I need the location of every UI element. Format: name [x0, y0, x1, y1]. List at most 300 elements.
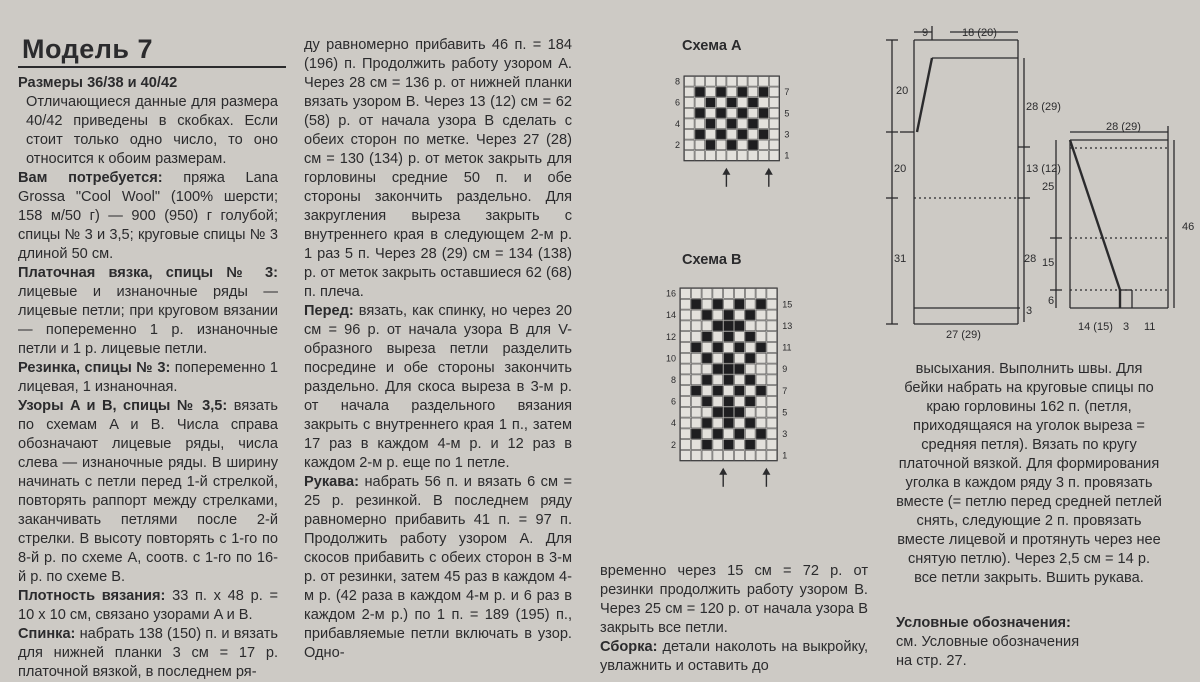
knit-cell: [716, 151, 726, 161]
row-number-right: 3: [784, 129, 790, 140]
sleeve-left-mid-label: 15: [1042, 257, 1055, 269]
body-top-left-label: 9: [922, 27, 929, 39]
purl-cell: [706, 119, 716, 129]
knit-cell: [748, 77, 758, 87]
knit-cell: [691, 451, 701, 461]
front-paragraph: [304, 302, 572, 473]
purl-cell: [695, 87, 705, 97]
knit-cell: [735, 375, 745, 385]
knit-cell: [713, 418, 723, 428]
purl-cell: [748, 119, 758, 129]
knit-cell: [769, 87, 779, 97]
knit-cell: [767, 343, 777, 353]
purl-cell: [713, 429, 723, 439]
knit-cell: [745, 407, 755, 417]
knit-cell: [738, 77, 748, 87]
purl-cell: [724, 440, 734, 450]
row-number-left: 2: [670, 439, 676, 450]
row-number-left: 14: [665, 310, 676, 321]
rib-label: Резинка, спицы № 3:: [18, 360, 171, 376]
purl-cell: [702, 397, 712, 407]
scheme-a-title: Схема A: [682, 38, 742, 54]
knit-cell: [735, 332, 745, 342]
knit-cell: [681, 375, 691, 385]
row-number-right: 5: [782, 407, 788, 418]
knit-cell: [702, 343, 712, 353]
purl-cell: [702, 440, 712, 450]
materials-text: пряжа Lana Grossa "Cool Wool" (100% шерсти; 158 м/50 г) — 900 (950) г голубой; спицы № 3 и 3,5; круговые спицы № 3 длиной 50 см.: [18, 170, 278, 262]
arrow-head: [762, 468, 770, 475]
purl-cell: [695, 108, 705, 118]
body-top-width-label: 18 (20): [962, 27, 997, 39]
knit-cell: [727, 87, 737, 97]
knit-cell: [691, 321, 701, 331]
assembly-text: детали наколоть на выкройку, увлажнить и оставить до: [600, 639, 868, 674]
knit-cell: [702, 429, 712, 439]
knit-cell: [681, 397, 691, 407]
knit-cell: [745, 429, 755, 439]
title-rule: [18, 66, 286, 68]
knit-cell: [713, 375, 723, 385]
row-number-right: 15: [782, 299, 793, 310]
knit-cell: [724, 343, 734, 353]
purl-cell: [759, 130, 769, 140]
row-number-right: 9: [782, 364, 788, 375]
purl-cell: [713, 321, 723, 331]
row-number-left: 8: [674, 76, 680, 87]
knit-cell: [738, 98, 748, 108]
knit-cell: [767, 321, 777, 331]
sleeve-total-h-label: 46: [1182, 221, 1195, 233]
knit-cell: [685, 98, 695, 108]
purl-cell: [702, 418, 712, 428]
scheme-b-title: Схема B: [682, 252, 742, 268]
density-text: 33 п. х 48 р. = 10 х 10 см, связано узорами A и B.: [18, 588, 278, 623]
purl-cell: [735, 364, 745, 374]
purl-cell: [738, 108, 748, 118]
knit-cell: [681, 321, 691, 331]
knit-cell: [681, 343, 691, 353]
purl-cell: [702, 310, 712, 320]
knit-cell: [745, 289, 755, 299]
knit-cell: [735, 397, 745, 407]
row-number-right: 13: [782, 321, 793, 332]
sleeve-bottom-a-label: 14 (15): [1078, 321, 1113, 333]
arrow-head: [722, 168, 730, 175]
body-bottom-width-label: 27 (29): [946, 329, 981, 341]
knit-cell: [716, 119, 726, 129]
purl-cell: [735, 299, 745, 309]
body-left-lower-label: 31: [894, 253, 907, 265]
density-label: Плотность вязания:: [18, 588, 166, 604]
knit-cell: [695, 140, 705, 150]
purl-cell: [713, 299, 723, 309]
purl-cell: [724, 397, 734, 407]
knit-cell: [756, 321, 766, 331]
purl-cell: [735, 407, 745, 417]
purl-cell: [727, 98, 737, 108]
knit-cell: [702, 299, 712, 309]
sleeve-bottom-c-label: 11: [1144, 321, 1156, 333]
row-number-right: 7: [784, 87, 790, 98]
garter-label: Платочная вязка, спицы № 3:: [18, 265, 278, 281]
body-upper-label: 20: [894, 163, 907, 175]
knit-cell: [685, 77, 695, 87]
purl-cell: [716, 130, 726, 140]
knit-cell: [745, 364, 755, 374]
purl-cell: [745, 418, 755, 428]
knit-cell: [756, 440, 766, 450]
purl-cell: [756, 299, 766, 309]
knit-cell: [691, 353, 701, 363]
knit-cell: [691, 310, 701, 320]
knit-cell: [735, 440, 745, 450]
knit-cell: [706, 87, 716, 97]
body-right-upper-label: 28 (29): [1026, 101, 1061, 113]
knit-cell: [767, 429, 777, 439]
knit-cell: [759, 140, 769, 150]
knit-cell: [769, 77, 779, 87]
knit-cell: [681, 418, 691, 428]
knit-cell: [735, 289, 745, 299]
knit-cell: [745, 451, 755, 461]
purl-cell: [745, 332, 755, 342]
patterns-label: Узоры A и B, спицы № 3,5:: [18, 398, 228, 414]
purl-cell: [691, 429, 701, 439]
assembly-paragraph: [600, 638, 868, 676]
knit-cell: [681, 289, 691, 299]
purl-cell: [724, 364, 734, 374]
rib-text: попеременно 1 лицевая, 1 изнаночная.: [18, 360, 278, 395]
knit-cell: [767, 310, 777, 320]
purl-cell: [695, 130, 705, 140]
knit-cell: [745, 343, 755, 353]
purl-cell: [724, 310, 734, 320]
knit-cell: [724, 451, 734, 461]
purl-cell: [727, 140, 737, 150]
knit-cell: [691, 364, 701, 374]
knit-cell: [691, 289, 701, 299]
knit-cell: [716, 98, 726, 108]
purl-cell: [702, 332, 712, 342]
row-number-left: 6: [670, 396, 676, 407]
knit-cell: [756, 332, 766, 342]
knit-cell: [767, 386, 777, 396]
purl-cell: [724, 407, 734, 417]
sleeve-schematic: [1040, 118, 1200, 340]
knit-cell: [681, 299, 691, 309]
knit-cell: [685, 140, 695, 150]
knit-cell: [756, 310, 766, 320]
knit-cell: [702, 321, 712, 331]
knit-cell: [691, 418, 701, 428]
knit-cell: [767, 440, 777, 450]
purl-cell: [716, 87, 726, 97]
knit-cell: [769, 108, 779, 118]
arrow-head: [765, 168, 773, 175]
model-title: Модель 7: [22, 34, 154, 64]
row-number-left: 4: [674, 118, 680, 129]
assembly-label: Сборка:: [600, 639, 658, 655]
sizes-note: Отличающиеся данные для размера 40/42 приведены в скобках. Если стоит только одно число, то оно относится к обоим размерам.: [26, 94, 278, 167]
materials-label: Вам потребуется:: [18, 170, 163, 186]
column-2: [304, 36, 572, 663]
purl-cell: [756, 343, 766, 353]
knit-cell: [685, 108, 695, 118]
knit-cell: [756, 353, 766, 363]
row-number-left: 8: [670, 375, 676, 386]
knit-cell: [706, 151, 716, 161]
knit-cell: [767, 353, 777, 363]
knit-cell: [759, 98, 769, 108]
knit-cell: [727, 151, 737, 161]
knit-cell: [738, 151, 748, 161]
garter-text: лицевые и изнаночные ряды — лицевые петли; при круговом вязании — попеременно 1 р. изнаночные петли и 1 р. лицевые петли.: [18, 284, 278, 357]
row-number-right: 1: [784, 150, 790, 161]
knit-cell: [695, 151, 705, 161]
knit-cell: [681, 332, 691, 342]
purl-cell: [727, 119, 737, 129]
purl-cell: [724, 353, 734, 363]
knit-cell: [748, 108, 758, 118]
row-number-right: 3: [782, 429, 788, 440]
sleeve-label: Рукава:: [304, 474, 360, 490]
rib-paragraph: [18, 359, 278, 397]
assembly-continued: высыхания. Выполнить швы. Для бейки набрать на круговые спицы по краю горловины 162 п. (петля, приходящаяся на уголок выреза = средняя петля). Вязать по кругу платочной вязкой. Для формирования уголка в каждом ряду 3 п. провязать вместе (= петлю перед средней петлей снять, следующие 2 п. провязать вместе лицевой и протянуть через нее снятую петлю). Через 2,5 см = 14 р. все петли закрыть. Вшить рукава.: [896, 361, 1162, 586]
knit-cell: [745, 299, 755, 309]
knit-cell: [716, 77, 726, 87]
knit-cell: [767, 451, 777, 461]
knit-cell: [767, 397, 777, 407]
knit-cell: [748, 130, 758, 140]
knit-cell: [759, 77, 769, 87]
purl-cell: [691, 343, 701, 353]
knit-cell: [756, 407, 766, 417]
purl-cell: [748, 140, 758, 150]
sleeve-left-lower-label: 6: [1048, 295, 1055, 307]
garter-paragraph: [18, 264, 278, 359]
knit-cell: [702, 364, 712, 374]
knit-cell: [681, 364, 691, 374]
knit-cell: [685, 87, 695, 97]
knit-cell: [724, 429, 734, 439]
purl-cell: [745, 375, 755, 385]
legend-text: см. Условные обозначения на стр. 27.: [896, 634, 1080, 669]
knit-cell: [767, 364, 777, 374]
knit-cell: [769, 130, 779, 140]
knit-cell: [713, 397, 723, 407]
knit-cell: [727, 108, 737, 118]
materials-paragraph: [18, 169, 278, 264]
knit-cell: [767, 299, 777, 309]
knit-cell: [713, 440, 723, 450]
knit-cell: [735, 451, 745, 461]
legend-title: Условные обозначения:: [896, 615, 1071, 631]
knit-cell: [706, 130, 716, 140]
front-text: вязать, как спинку, но через 20 см = 96 р. от начала узора B для V-образного выреза петли разделить посредине и обе стороны закончить раздельно. Для скоса выреза в 3-м р. от начала раздельного вязания закрыть с внутреннего края 1 п., затем 17 раз в каждом 4-м р. и 12 раз в каждом 2-м р. еще по 1 петле.: [304, 303, 572, 471]
knit-cell: [756, 364, 766, 374]
knit-cell: [691, 407, 701, 417]
purl-cell: [706, 140, 716, 150]
purl-cell: [735, 321, 745, 331]
knit-cell: [756, 418, 766, 428]
knit-cell: [681, 440, 691, 450]
knit-cell: [769, 151, 779, 161]
knit-cell: [724, 299, 734, 309]
knit-cell: [681, 429, 691, 439]
knit-cell: [738, 119, 748, 129]
column-1: [18, 34, 278, 682]
arrow-head: [719, 468, 727, 475]
sleeve-top-width-label: 28 (29): [1106, 121, 1141, 133]
row-number-left: 16: [665, 288, 676, 299]
purl-cell: [756, 386, 766, 396]
row-number-left: 6: [674, 97, 680, 108]
knit-cell: [713, 451, 723, 461]
purl-cell: [691, 386, 701, 396]
knit-cell: [691, 375, 701, 385]
knit-cell: [756, 375, 766, 385]
knit-cell: [681, 386, 691, 396]
column-3: [600, 562, 868, 676]
knit-cell: [702, 386, 712, 396]
knit-cell: [713, 353, 723, 363]
knit-cell: [695, 119, 705, 129]
purl-cell: [738, 130, 748, 140]
purl-cell: [702, 375, 712, 385]
knit-cell: [724, 289, 734, 299]
knit-cell: [713, 310, 723, 320]
purl-cell: [716, 108, 726, 118]
sizes-heading: Размеры 36/38 и 40/42: [18, 75, 178, 91]
knit-cell: [759, 119, 769, 129]
knit-cell: [727, 130, 737, 140]
knit-cell: [702, 289, 712, 299]
knit-cell: [691, 332, 701, 342]
knit-cell: [695, 77, 705, 87]
purl-cell: [724, 418, 734, 428]
knit-cell: [706, 77, 716, 87]
sleeve-text: набрать 56 п. и вязать 6 см = 25 р. резинкой. В последнем ряду равномерно прибавить 41 п. = 97 п. Продолжить работу узором A. Для скосов прибавить с обеих сторон в 3-м р. от резинки, затем 45 раз в каждом 4-м р. (42 раза в каждом 4-м р. и 6 раз в каждом 2-м р.) по 1 п. = 189 (195) п., прибавляемые петли включать в узор. Одно-: [304, 474, 572, 661]
purl-cell: [713, 343, 723, 353]
knit-cell: [767, 375, 777, 385]
knit-cell: [769, 119, 779, 129]
knit-cell: [735, 310, 745, 320]
knit-cell: [767, 289, 777, 299]
purl-cell: [745, 440, 755, 450]
purl-cell: [724, 332, 734, 342]
knit-cell: [756, 397, 766, 407]
knit-cell: [681, 451, 691, 461]
purl-cell: [724, 375, 734, 385]
knit-cell: [681, 407, 691, 417]
purl-cell: [702, 353, 712, 363]
knit-cell: [695, 98, 705, 108]
purl-cell: [759, 108, 769, 118]
knit-cell: [685, 119, 695, 129]
purl-cell: [735, 429, 745, 439]
knit-cell: [702, 451, 712, 461]
knit-cell: [681, 310, 691, 320]
column-4: [896, 360, 1162, 671]
knit-cell: [748, 87, 758, 97]
scheme-b-chart: [660, 284, 800, 524]
knit-cell: [735, 418, 745, 428]
scheme-a-chart: [668, 72, 798, 217]
patterns-paragraph: [18, 397, 278, 587]
purl-cell: [745, 310, 755, 320]
purl-cell: [735, 386, 745, 396]
purl-cell: [724, 321, 734, 331]
purl-cell: [745, 353, 755, 363]
purl-cell: [713, 407, 723, 417]
knit-cell: [735, 353, 745, 363]
purl-cell: [738, 87, 748, 97]
row-number-left: 10: [665, 353, 676, 364]
row-number-left: 2: [674, 140, 680, 151]
back-continued: ду равномерно прибавить 46 п. = 184 (196) п. Продолжить работу узором A. Через 28 см = 136 р. от нижней планки вязать узором B. Через 13 (12) см = 62 (58) р. от начала узора B сделать с обеих сторон по метке. Через 27 (28) см = 130 (134) р. от меток закрыть для горловины средние 50 п. и обе стороны закончить раздельно. Для закругления выреза закрыть с внутреннего края в следующем 2-м р. 1 раз 5 п. Через 28 (29) см = 134 (138) р. от меток закрыть оставшиеся 62 (68) п. плеча.: [304, 37, 572, 300]
knit-cell: [713, 332, 723, 342]
purl-cell: [713, 364, 723, 374]
sleeve-paragraph: [304, 473, 572, 663]
body-right-mid-label: 13 (12): [1026, 163, 1061, 175]
purl-cell: [735, 343, 745, 353]
knit-cell: [738, 140, 748, 150]
knit-cell: [685, 151, 695, 161]
knit-cell: [713, 289, 723, 299]
knit-cell: [756, 451, 766, 461]
row-number-left: 12: [665, 331, 676, 342]
knit-cell: [681, 353, 691, 363]
knit-cell: [745, 321, 755, 331]
knit-cell: [691, 440, 701, 450]
row-number-left: 4: [670, 418, 676, 429]
front-label: Перед:: [304, 303, 354, 319]
back-paragraph: [18, 625, 278, 682]
purl-cell: [759, 87, 769, 97]
sleeve-left-upper-label: 25: [1042, 181, 1055, 193]
sleeve-continued: временно через 15 см = 72 р. от резинки продолжить работу узором B. Через 25 см = 120 р. от начала узора B закрыть все петли.: [600, 563, 868, 636]
knit-cell: [745, 386, 755, 396]
row-number-right: 1: [782, 450, 788, 461]
knit-cell: [691, 397, 701, 407]
knit-cell: [727, 77, 737, 87]
knit-cell: [748, 151, 758, 161]
purl-cell: [748, 98, 758, 108]
knit-cell: [756, 289, 766, 299]
density-paragraph: [18, 587, 278, 625]
back-text: набрать 138 (150) п. и вязать для нижней планки 3 см = 17 р. платочной вязкой, в последнем ря-: [18, 626, 278, 680]
body-bottom-h-label: 3: [1026, 305, 1033, 317]
purl-cell: [713, 386, 723, 396]
row-number-right: 7: [782, 385, 788, 396]
knit-cell: [769, 140, 779, 150]
patterns-text: вязать по схемам A и B. Числа справа обозначают лицевые ряды, числа слева — изнаночные ряды. В ширину начинать с петли перед 1-й стрелкой, повторять раппорт между стрелками, заканчивать петлями после 2-й стрелки. В высоту повторять с 1-го по 8-й р. по схеме A, соотв. с 1-го по 16-й р. по схеме B.: [18, 398, 278, 585]
knit-cell: [685, 130, 695, 140]
knit-cell: [706, 108, 716, 118]
knit-cell: [724, 386, 734, 396]
back-label: Спинка:: [18, 626, 76, 642]
purl-cell: [745, 397, 755, 407]
knit-cell: [716, 140, 726, 150]
purl-cell: [691, 299, 701, 309]
knit-cell: [767, 407, 777, 417]
purl-cell: [756, 429, 766, 439]
purl-cell: [706, 98, 716, 108]
row-number-right: 11: [782, 342, 792, 353]
knit-cell: [767, 332, 777, 342]
knit-cell: [702, 407, 712, 417]
